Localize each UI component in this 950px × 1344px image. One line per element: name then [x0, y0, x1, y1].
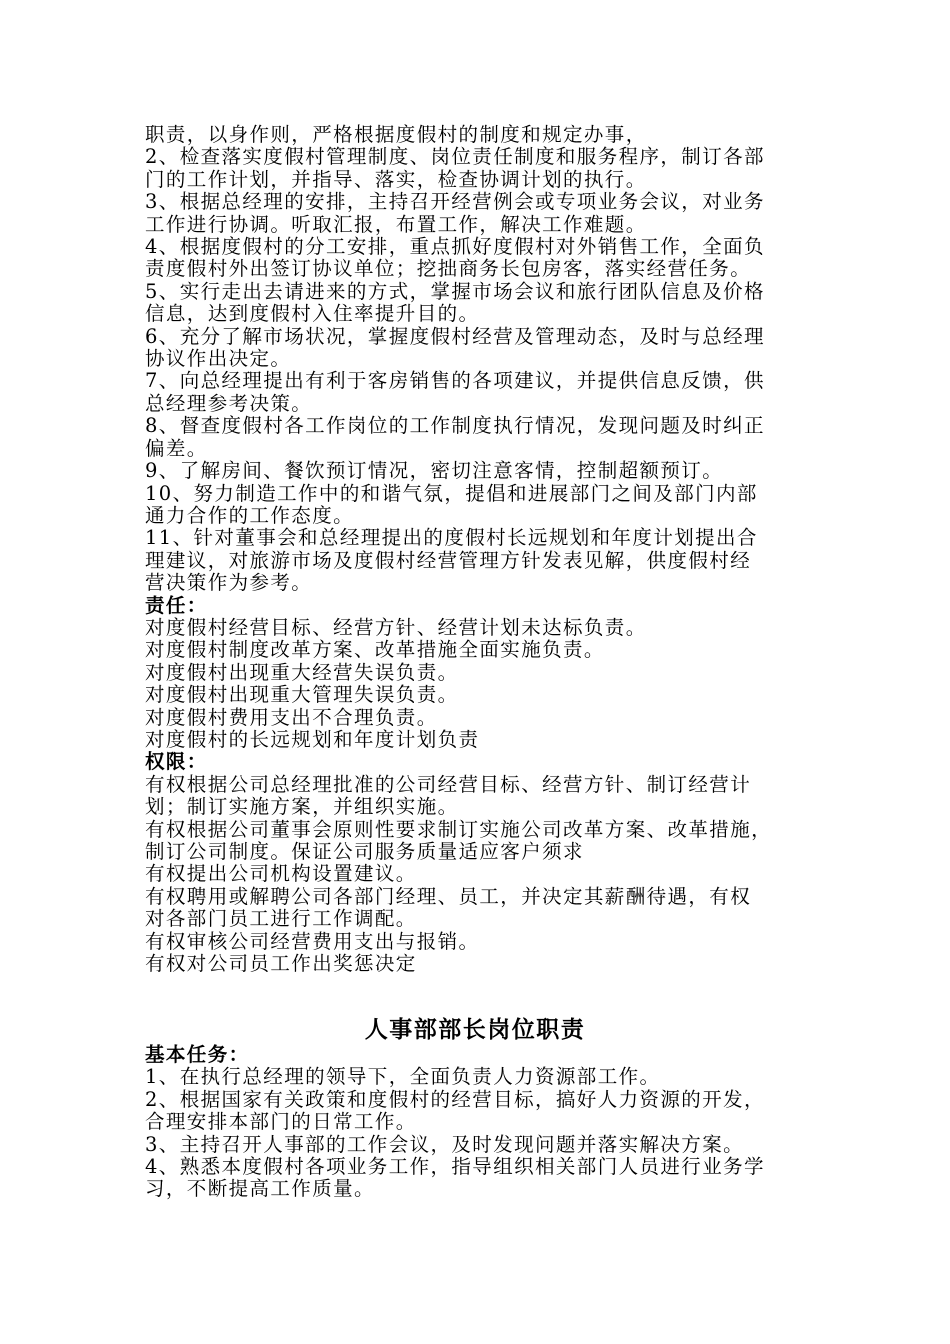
text-line: 工作进行协调。听取汇报，布置工作，解决工作难题。 — [145, 212, 647, 236]
authority-line: 对各部门员工进行工作调配。 — [145, 907, 417, 931]
text-line: 协议作出决定。 — [145, 347, 292, 371]
text-line: 9、了解房间、餐饮预订情况，密切注意客情，控制超额预订。 — [145, 459, 724, 483]
authority-line: 有权审核公司经营费用支出与报销。 — [145, 929, 480, 953]
text-line: 通力合作的工作态度。 — [145, 503, 355, 527]
text-line: 2、检查落实度假村管理制度、岗位责任制度和服务程序，制订各部 — [145, 145, 765, 169]
responsibility-heading: 责任： — [145, 593, 208, 617]
task-line: 4、熟悉本度假村各项业务工作，指导组织相关部门人员进行业务学 — [145, 1155, 765, 1179]
authority-line: 有权对公司员工作出奖惩决定 — [145, 952, 417, 976]
text-line: 职责，以身作则，严格根据度假村的制度和规定办事， — [145, 123, 647, 146]
text-line: 理建议，对旅游市场及度假村经营管理方针发表见解，供度假村经 — [145, 548, 752, 572]
task-line: 1、在执行总经理的领导下，全面负责人力资源部工作。 — [145, 1065, 661, 1089]
task-line: 习，不断提高工作质量。 — [145, 1177, 375, 1201]
task-line: 2、根据国家有关政策和度假村的经营目标，搞好人力资源的开发， — [145, 1087, 765, 1111]
responsibility-list — [145, 617, 825, 751]
text-line: 7、向总经理提出有利于客房销售的各项建议，并提供信息反馈，供 — [145, 369, 765, 393]
authority-heading: 权限： — [145, 750, 208, 774]
responsibility-line: 对度假村的长远规划和年度计划负责 — [145, 727, 480, 751]
task-line: 3、主持召开人事部的工作会议，及时发现问题并落实解决方案。 — [145, 1132, 745, 1156]
text-line: 信息，达到度假村入住率提升目的。 — [145, 302, 480, 326]
text-line: 11、针对董事会和总经理提出的度假村长远规划和年度计划提出合 — [145, 526, 758, 550]
authority-line: 有权提出公司机构设置建议。 — [145, 862, 417, 886]
responsibility-line: 对度假村经营目标、经营方针、经营计划未达标负责。 — [145, 615, 647, 639]
task-heading: 基本任务： — [145, 1043, 250, 1066]
responsibility-line: 对度假村制度改革方案、改革措施全面实施负责。 — [145, 638, 605, 662]
authority-line: 有权根据公司总经理批准的公司经营目标、经营方针、制订经营计 — [145, 772, 752, 796]
text-line: 5、实行走出去请进来的方式，掌握市场会议和旅行团队信息及价格 — [145, 279, 765, 303]
text-line: 4、根据度假村的分工安排，重点抓好度假村对外销售工作，全面负 — [145, 235, 765, 259]
text-line: 总经理参考决策。 — [145, 391, 313, 415]
text-line: 3、根据总经理的安排，主持召开经营例会或专项业务会议，对业务 — [145, 190, 765, 214]
section2-body — [145, 1044, 825, 1201]
authority-line: 划；制订实施方案，并组织实施。 — [145, 795, 459, 819]
responsibility-line: 对度假村出现重大经营失误负责。 — [145, 660, 459, 684]
text-line: 营决策作为参考。 — [145, 571, 313, 595]
text-line: 责度假村外出签订协议单位；挖拙商务长包房客，落实经营任务。 — [145, 257, 752, 281]
text-line: 10、努力制造工作中的和谐气氛，提倡和进展部门之间及部门内部 — [145, 481, 758, 505]
authority-line: 有权根据公司董事会原则性要求制订实施公司改革方案、改革措施， — [145, 817, 773, 841]
task-list — [145, 1066, 825, 1200]
document-body — [145, 124, 825, 975]
text-line: 6、充分了解市场状况，掌握度假村经营及管理动态，及时与总经理 — [145, 324, 765, 348]
responsibility-line: 对度假村费用支出不合理负责。 — [145, 705, 438, 729]
text-line: 偏差。 — [145, 436, 208, 460]
task-line: 合理安排本部门的日常工作。 — [145, 1110, 417, 1134]
text-line: 门的工作计划，并指导、落实，检查协调计划的执行。 — [145, 167, 647, 191]
section-title: 人事部部长岗位职责 — [364, 1016, 586, 1043]
responsibility-line: 对度假村出现重大管理失误负责。 — [145, 683, 459, 707]
authority-line: 有权聘用或解聘公司各部门经理、员工，并决定其薪酬待遇，有权 — [145, 884, 752, 908]
authority-list — [145, 774, 825, 976]
text-line: 8、督查度假村各工作岗位的工作制度执行情况，发现问题及时纠正 — [145, 414, 765, 438]
authority-line: 制订公司制度。保证公司服务质量适应客户须求 — [145, 840, 584, 863]
duty-list — [145, 124, 825, 595]
